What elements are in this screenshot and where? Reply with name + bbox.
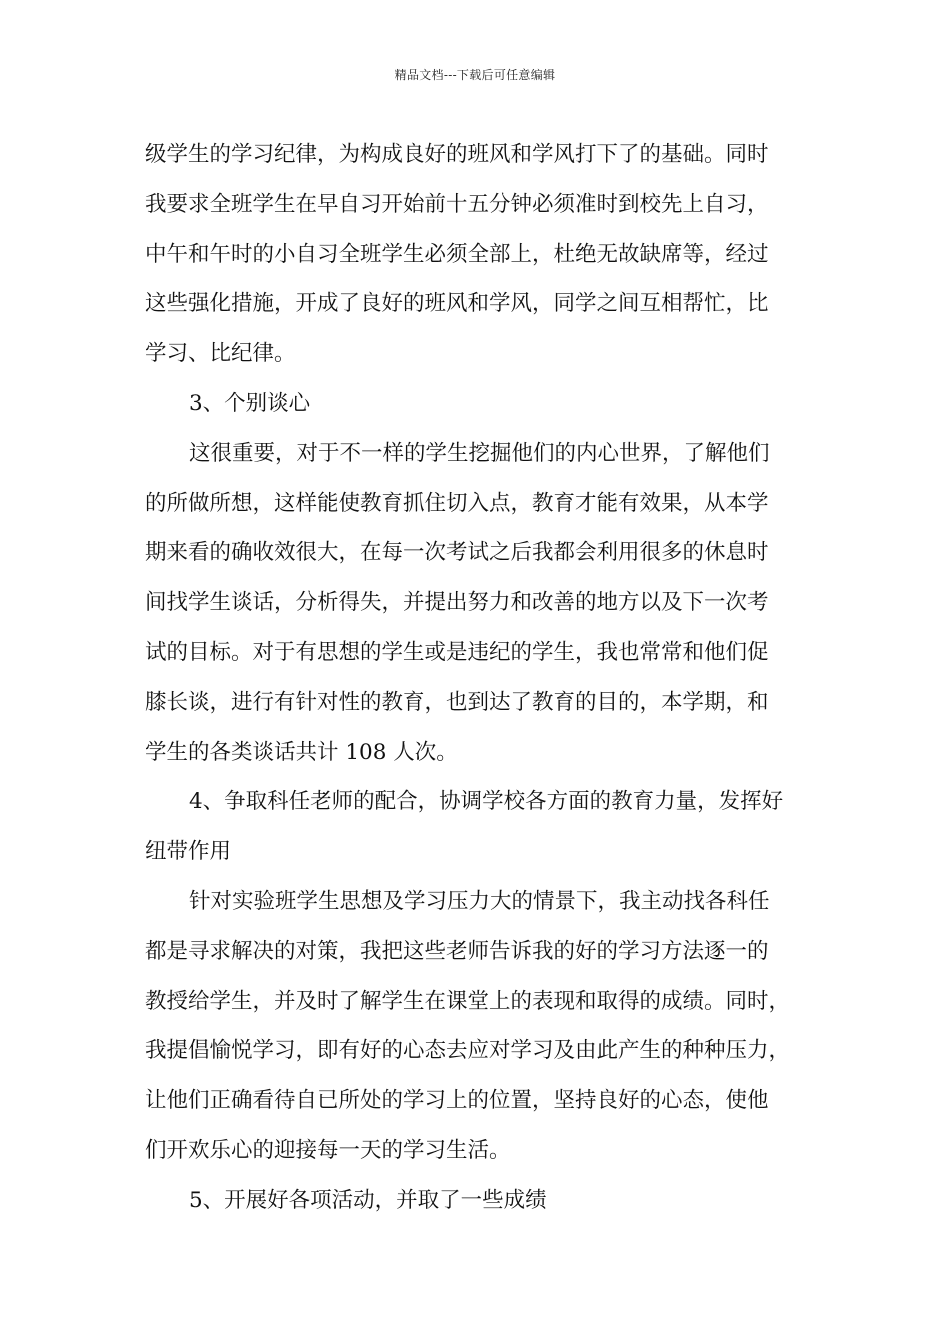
section-heading [145, 777, 815, 877]
text-line: 中午和午时的小自习全班学生必须全部上，杜绝无故缺席等，经过 [145, 241, 769, 267]
paragraph [145, 429, 815, 778]
text-line: 这很重要，对于不一样的学生挖掘他们的内心世界，了解他们 [189, 440, 770, 466]
text-line: 试的目标。对于有思想的学生或是违纪的学生，我也常常和他们促 [145, 639, 769, 665]
text-line: 间找学生谈话，分析得失，并提出努力和改善的地方以及下一次考 [145, 590, 769, 616]
text-line: 级学生的学习纪律，为构成良好的班风和学风打下了的基础。同时 [145, 142, 769, 167]
page-header: 精品文档---下载后可任意编辑 [394, 68, 556, 82]
text-line: 我要求全班学生在早自习开始前十五分钟必须准时到校先上自习， [145, 191, 769, 217]
text-line: 4、争取科任老师的配合，协调学校各方面的教育力量，发挥好 [189, 789, 784, 815]
section-heading [145, 1176, 815, 1226]
text-line: 让他们正确看待自已所处的学习上的位置，坚持良好的心态，使他 [145, 1088, 769, 1114]
document-body [145, 130, 815, 1226]
text-line: 都是寻求解决的对策，我把这些老师告诉我的好的学习方法逐一的 [145, 938, 769, 964]
section-heading [145, 379, 815, 429]
text-line: 教授给学生，并及时了解学生在课堂上的表现和取得的成绩。同时， [145, 988, 791, 1014]
text-line: 这些强化措施，开成了良好的班风和学风，同学之间互相帮忙，比 [145, 291, 769, 317]
text-line: 针对实验班学生思想及学习压力大的情景下，我主动找各科任 [189, 888, 770, 914]
text-line: 期来看的确收效很大，在每一次考试之后我都会利用很多的休息时 [145, 540, 769, 566]
text-line: 学生的各类谈话共计 108 人次。 [145, 739, 458, 765]
text-line: 我提倡愉悦学习，即有好的心态去应对学习及由此产生的种种压力， [145, 1038, 791, 1064]
text-line: 学习、比纪律。 [145, 341, 296, 367]
text-line: 纽带作用 [145, 839, 232, 865]
text-line: 3、个别谈心 [189, 390, 311, 416]
text-line: 5、开展好各项活动，并取了一些成绩 [189, 1187, 547, 1213]
text-line: 膝长谈，进行有针对性的教育，也到达了教育的目的，本学期，和 [145, 689, 769, 715]
paragraph [145, 130, 815, 379]
paragraph [145, 877, 815, 1176]
text-line: 们开欢乐心的迎接每一天的学习生活。 [145, 1137, 511, 1163]
text-line: 的所做所想，这样能使教育抓住切入点，教育才能有效果，从本学 [145, 490, 769, 516]
